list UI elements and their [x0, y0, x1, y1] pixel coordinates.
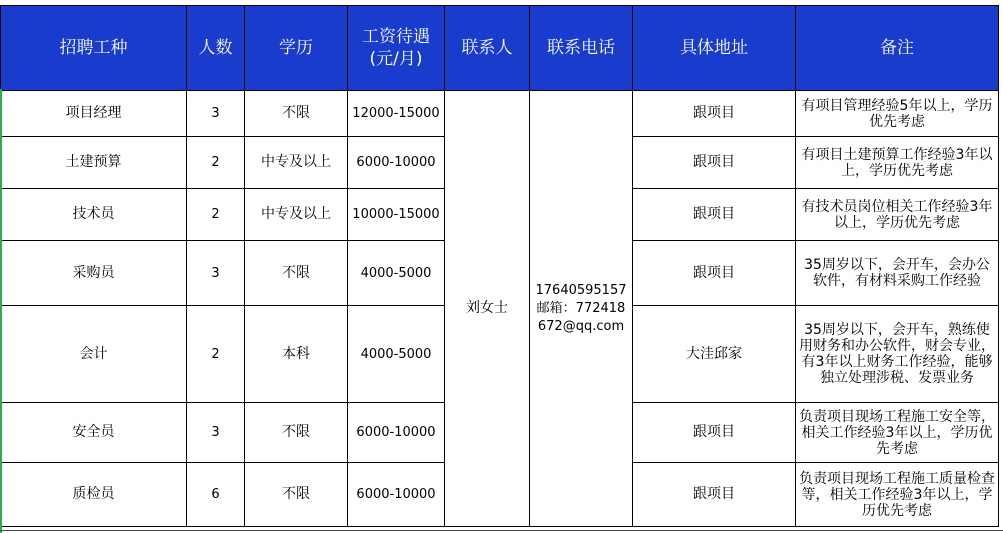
- header-address: 具体地址: [633, 6, 796, 91]
- header-salary: 工资待遇 (元/月): [348, 6, 445, 91]
- header-education: 学历: [245, 6, 348, 91]
- count-cell[interactable]: 3: [187, 241, 245, 306]
- salary-cell[interactable]: 4000-5000: [348, 306, 445, 403]
- count-cell[interactable]: 3: [187, 403, 245, 463]
- count-cell[interactable]: 3: [187, 91, 245, 137]
- header-note: 备注: [796, 6, 999, 91]
- header-count: 人数: [187, 6, 245, 91]
- count-cell[interactable]: 2: [187, 137, 245, 189]
- salary-cell[interactable]: 4000-5000: [348, 241, 445, 306]
- job-cell[interactable]: 项目经理: [1, 91, 187, 137]
- salary-cell[interactable]: 6000-10000: [348, 137, 445, 189]
- header-row: [1, 6, 999, 91]
- job-cell[interactable]: 采购员: [1, 241, 187, 306]
- salary-cell[interactable]: 6000-10000: [348, 463, 445, 527]
- education-cell[interactable]: 不限: [245, 403, 348, 463]
- salary-cell[interactable]: 6000-10000: [348, 403, 445, 463]
- job-cell[interactable]: 土建预算: [1, 137, 187, 189]
- job-cell[interactable]: 技术员: [1, 189, 187, 241]
- note-cell[interactable]: 35周岁以下，会开车，熟练使用财务和办公软件，财会专业，有3年以上财务工作经验，能够独立处理涉税、发票业务: [796, 306, 999, 403]
- education-cell[interactable]: 不限: [245, 241, 348, 306]
- note-cell[interactable]: 有项目土建预算工作经验3年以上，学历优先考虑: [796, 137, 999, 189]
- address-cell[interactable]: 跟项目: [633, 241, 796, 306]
- address-cell[interactable]: 大洼邱家: [633, 306, 796, 403]
- address-cell[interactable]: 跟项目: [633, 91, 796, 137]
- address-cell[interactable]: 跟项目: [633, 463, 796, 527]
- header-job: 招聘工种: [1, 6, 187, 91]
- table-row: [1, 91, 999, 137]
- job-cell[interactable]: 安全员: [1, 403, 187, 463]
- note-cell[interactable]: 负责项目现场工程施工安全等，相关工作经验3年以上，学历优先考虑: [796, 403, 999, 463]
- address-cell[interactable]: 跟项目: [633, 403, 796, 463]
- education-cell[interactable]: 本科: [245, 306, 348, 403]
- left-edge-divider: [0, 89, 2, 533]
- note-cell[interactable]: 有项目管理经验5年以上，学历优先考虑: [796, 91, 999, 137]
- header-phone: 联系电话: [530, 6, 633, 91]
- note-cell[interactable]: 有技术员岗位相关工作经验3年以上，学历优先考虑: [796, 189, 999, 241]
- note-cell[interactable]: 35周岁以下，会开车，会办公软件，有材料采购工作经验: [796, 241, 999, 306]
- education-cell[interactable]: 中专及以上: [245, 137, 348, 189]
- count-cell[interactable]: 6: [187, 463, 245, 527]
- contact-cell[interactable]: 刘女士: [445, 91, 530, 527]
- job-cell[interactable]: 会计: [1, 306, 187, 403]
- education-cell[interactable]: 中专及以上: [245, 189, 348, 241]
- header-contact: 联系人: [445, 6, 530, 91]
- count-cell[interactable]: 2: [187, 306, 245, 403]
- recruitment-table: [0, 5, 999, 527]
- education-cell[interactable]: 不限: [245, 463, 348, 527]
- address-cell[interactable]: 跟项目: [633, 189, 796, 241]
- salary-cell[interactable]: 10000-15000: [348, 189, 445, 241]
- count-cell[interactable]: 2: [187, 189, 245, 241]
- bottom-edge-divider: [0, 530, 1003, 531]
- job-cell[interactable]: 质检员: [1, 463, 187, 527]
- phone-cell[interactable]: 17640595157邮箱：772418672@qq.com: [530, 91, 633, 527]
- salary-cell[interactable]: 12000-15000: [348, 91, 445, 137]
- address-cell[interactable]: 跟项目: [633, 137, 796, 189]
- education-cell[interactable]: 不限: [245, 91, 348, 137]
- note-cell[interactable]: 负责项目现场工程施工质量检查等，相关工作经验3年以上，学历优先考虑: [796, 463, 999, 527]
